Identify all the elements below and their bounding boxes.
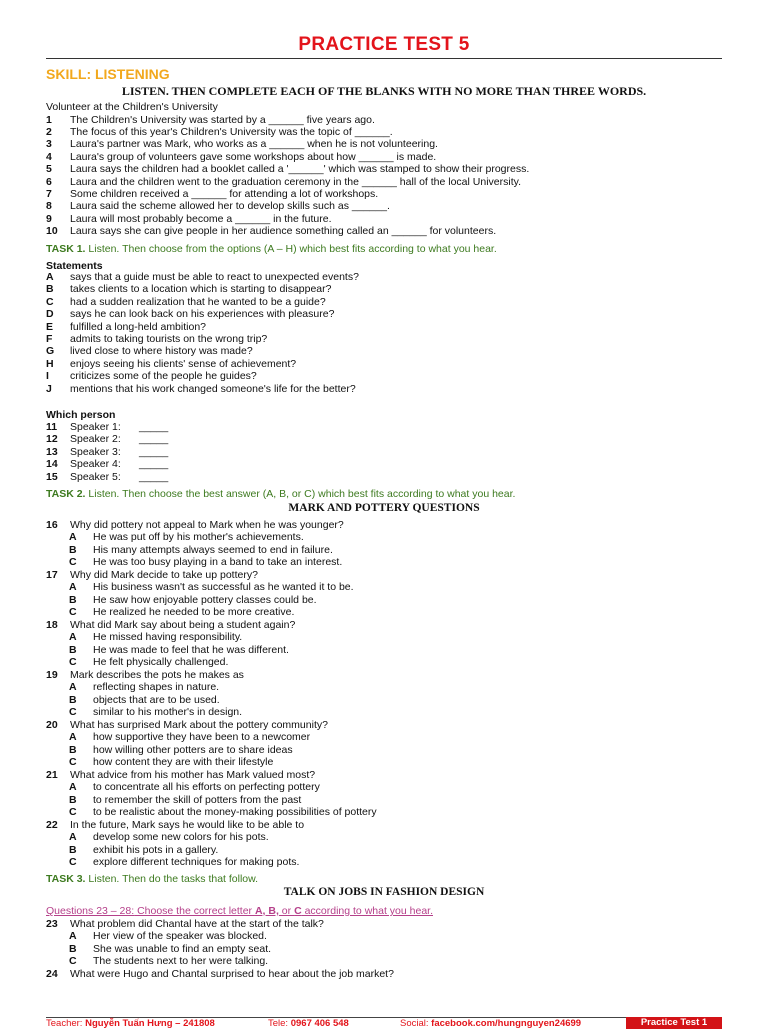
task2-label: TASK 2. bbox=[46, 488, 86, 500]
statement-letter: J bbox=[46, 382, 52, 395]
statement-text: takes clients to a location which is starting to disappear? bbox=[70, 283, 332, 296]
option-text: similar to his mother's in design. bbox=[93, 706, 243, 718]
gap-fill-number: 10 bbox=[46, 225, 58, 238]
question-text: What were Hugo and Chantal surprised to hear about the job market? bbox=[70, 967, 394, 980]
task3-label: TASK 3. bbox=[46, 873, 86, 885]
questions-range-or: or bbox=[278, 905, 295, 917]
question-number: 22 bbox=[46, 818, 58, 831]
speaker-label: Speaker 1: bbox=[70, 421, 121, 433]
gap-fill-number: 3 bbox=[46, 138, 52, 151]
gap-fill-number: 8 bbox=[46, 200, 52, 213]
option-letter[interactable]: C bbox=[69, 955, 77, 967]
gap-fill-number: 7 bbox=[46, 187, 52, 200]
statement-letter: D bbox=[46, 308, 54, 321]
speaker-answer-blank[interactable]: _____ bbox=[139, 433, 169, 446]
option-letter[interactable]: B bbox=[69, 693, 77, 706]
task2-heading: MARK AND POTTERY QUESTIONS bbox=[288, 502, 480, 514]
question-number: 20 bbox=[46, 718, 58, 731]
option-letter[interactable]: A bbox=[69, 531, 77, 543]
option-text: He was put off by his mother's achievements. bbox=[93, 531, 304, 543]
gap-fill-number: 6 bbox=[46, 175, 52, 188]
task2-instruction bbox=[46, 488, 515, 500]
question-number: 16 bbox=[46, 518, 58, 531]
task3-instruction bbox=[46, 873, 258, 885]
questions-range-tail: according to what you hear. bbox=[301, 905, 433, 917]
statement-text: had a sudden realization that he wanted to be a guide? bbox=[70, 295, 326, 308]
speaker-number: 12 bbox=[46, 433, 58, 446]
gap-fill-number: 1 bbox=[46, 113, 52, 126]
speaker-number: 11 bbox=[46, 421, 58, 433]
option-letter[interactable]: C bbox=[69, 606, 77, 618]
option-letter[interactable]: B bbox=[69, 843, 77, 856]
statement-text: enjoys seeing his clients' sense of achievement? bbox=[70, 357, 297, 370]
statement-text: lived close to where history was made? bbox=[70, 345, 253, 358]
option-letter[interactable]: A bbox=[69, 681, 77, 693]
page-title: PRACTICE TEST 5 bbox=[298, 34, 470, 55]
gap-fill-number: 2 bbox=[46, 125, 52, 138]
gap-fill-question: Laura's partner was Mark, who works as a ______ when he is not volunteering. bbox=[70, 138, 438, 151]
question-number: 24 bbox=[46, 967, 58, 980]
option-text: He felt physically challenged. bbox=[93, 656, 229, 668]
option-text: She was unable to find an empty seat. bbox=[93, 942, 272, 955]
section1-subtitle: Volunteer at the Children's University bbox=[46, 101, 218, 113]
option-letter[interactable]: A bbox=[69, 581, 77, 593]
speaker-label: Speaker 3: bbox=[70, 445, 121, 458]
footer-social-link[interactable]: facebook.com/hungnguyen24699 bbox=[431, 1018, 582, 1029]
question-text: Mark describes the pots he makes as bbox=[70, 668, 244, 681]
question-text: What has surprised Mark about the pottery community? bbox=[70, 718, 328, 731]
questions-range-label: Questions 23 – 28: bbox=[46, 905, 135, 917]
task3-text: Listen. Then do the tasks that follow. bbox=[85, 873, 259, 885]
gap-fill-question: Laura said the scheme allowed her to develop skills such as ______. bbox=[70, 200, 390, 213]
statement-letter: H bbox=[46, 357, 54, 370]
footer-social-label: Social: bbox=[400, 1018, 432, 1029]
option-letter[interactable]: A bbox=[69, 631, 77, 643]
questions-range-letters: A, B, bbox=[254, 905, 279, 917]
option-letter[interactable]: B bbox=[69, 793, 77, 806]
speaker-label: Speaker 2: bbox=[70, 433, 121, 446]
gap-fill-question: Some children received a ______ for attending a lot of workshops. bbox=[70, 187, 379, 200]
option-text: to concentrate all his efforts on perfecting pottery bbox=[93, 781, 320, 793]
speaker-label: Speaker 5: bbox=[70, 470, 121, 483]
speaker-answer-blank[interactable]: _____ bbox=[139, 470, 169, 483]
option-letter[interactable]: B bbox=[69, 593, 77, 606]
option-text: He realized he needed to be more creative. bbox=[93, 606, 295, 618]
question-number: 18 bbox=[46, 618, 58, 631]
gap-fill-question: Laura says she can give people in her audience something called an ______ for volunteers. bbox=[70, 225, 497, 238]
question-text: Why did Mark decide to take up pottery? bbox=[70, 568, 258, 581]
option-letter[interactable]: A bbox=[69, 930, 77, 942]
task1-text: Listen. Then choose from the options (A – H) which best fits according to what you hear. bbox=[85, 243, 497, 255]
option-letter[interactable]: C bbox=[69, 756, 77, 768]
task1-label: TASK 1. bbox=[46, 243, 86, 255]
option-text: He was made to feel that he was different. bbox=[93, 643, 289, 656]
question-text: Why did pottery not appeal to Mark when he was younger? bbox=[70, 518, 344, 531]
option-letter[interactable]: C bbox=[69, 706, 77, 718]
option-text: He saw how enjoyable pottery classes could be. bbox=[93, 593, 317, 606]
option-text: reflecting shapes in nature. bbox=[93, 681, 220, 693]
gap-fill-question: The Children's University was started by a ______ five years ago. bbox=[70, 113, 375, 126]
which-person-label: Which person bbox=[46, 409, 116, 421]
speaker-number: 15 bbox=[46, 470, 58, 483]
gap-fill-question: Laura says the children had a booklet called a '______' which was stamped to show their progress. bbox=[70, 163, 530, 176]
option-text: His business wasn't as successful as he wanted it to be. bbox=[93, 581, 354, 593]
option-text: how content they are with their lifestyle bbox=[93, 756, 274, 768]
statement-text: mentions that his work changed someone's life for the better? bbox=[70, 382, 356, 395]
gap-fill-number: 5 bbox=[46, 163, 52, 176]
section1-heading: LISTEN. THEN COMPLETE EACH OF THE BLANKS WITH NO MORE THAN THREE WORDS. bbox=[121, 84, 647, 98]
statements-label: Statements bbox=[46, 260, 103, 272]
question-number: 17 bbox=[46, 568, 58, 581]
option-text: to remember the skill of potters from the past bbox=[93, 793, 302, 806]
footer-teacher-name: Nguyễn Tuấn Hưng – 241808 bbox=[85, 1018, 215, 1029]
option-letter[interactable]: B bbox=[69, 942, 77, 955]
question-text: In the future, Mark says he would like to be able to bbox=[70, 818, 305, 831]
gap-fill-question: Laura's group of volunteers gave some workshops about how ______ is made. bbox=[70, 150, 437, 163]
footer-badge: Practice Test 1 bbox=[626, 1017, 722, 1029]
option-letter[interactable]: A bbox=[69, 781, 77, 793]
statement-text: fulfilled a long-held ambition? bbox=[70, 320, 207, 333]
option-text: The students next to her were talking. bbox=[93, 955, 269, 967]
question-text: What advice from his mother has Mark valued most? bbox=[70, 768, 316, 781]
option-text: how willing other potters are to share ideas bbox=[93, 743, 293, 756]
option-text: He missed having responsibility. bbox=[93, 631, 243, 643]
option-text: to be realistic about the money-making possibilities of pottery bbox=[93, 806, 377, 818]
task3-heading: TALK ON JOBS IN FASHION DESIGN bbox=[283, 886, 485, 898]
statement-letter: A bbox=[46, 271, 54, 283]
statement-letter: G bbox=[46, 345, 55, 358]
speaker-answer-blank[interactable]: _____ bbox=[139, 445, 169, 458]
option-text: objects that are to be used. bbox=[93, 693, 220, 706]
option-text: explore different techniques for making pots. bbox=[93, 856, 300, 868]
option-text: Her view of the speaker was blocked. bbox=[93, 930, 267, 942]
statement-text: says that a guide must be able to react to unexpected events? bbox=[70, 271, 359, 283]
option-letter[interactable]: A bbox=[69, 831, 77, 843]
statement-letter: B bbox=[46, 283, 54, 296]
question-text: What did Mark say about being a student again? bbox=[70, 618, 296, 631]
option-letter[interactable]: A bbox=[69, 731, 77, 743]
gap-fill-number: 9 bbox=[46, 212, 52, 225]
speaker-number: 13 bbox=[46, 445, 58, 458]
gap-fill-question: Laura will most probably become a ______ in the future. bbox=[70, 212, 332, 225]
option-text: how supportive they have been to a newcomer bbox=[93, 731, 311, 743]
gap-fill-question: Laura and the children went to the graduation ceremony in the ______ hall of the local University. bbox=[70, 175, 522, 188]
footer-phone-label: Tele: bbox=[268, 1018, 291, 1029]
task1-instruction bbox=[46, 243, 497, 255]
speaker-answer-blank[interactable]: _____ bbox=[139, 458, 169, 471]
footer-teacher-label: Teacher: bbox=[46, 1018, 86, 1029]
questions-range-instruction bbox=[46, 905, 433, 917]
option-letter[interactable]: B bbox=[69, 543, 77, 556]
statement-letter: F bbox=[46, 333, 53, 345]
option-letter[interactable]: B bbox=[69, 643, 77, 656]
option-letter[interactable]: C bbox=[69, 856, 77, 868]
statement-text: admits to taking tourists on the wrong trip? bbox=[70, 333, 268, 345]
option-letter[interactable]: C bbox=[69, 656, 77, 668]
question-number: 21 bbox=[46, 768, 58, 781]
option-letter[interactable]: C bbox=[69, 556, 77, 568]
statement-text: criticizes some of the people he guides? bbox=[70, 370, 257, 383]
option-text: His many attempts always seemed to end in failure. bbox=[93, 543, 333, 556]
questions-range-c: C bbox=[294, 905, 302, 917]
skill-heading: SKILL: LISTENING bbox=[46, 66, 170, 82]
footer-phone-number: 0967 406 548 bbox=[290, 1018, 349, 1029]
gap-fill-number: 4 bbox=[46, 150, 52, 163]
option-text: He was too busy playing in a band to take an interest. bbox=[93, 556, 343, 568]
speaker-label: Speaker 4: bbox=[70, 458, 121, 471]
question-text: What problem did Chantal have at the start of the talk? bbox=[70, 917, 324, 930]
speaker-number: 14 bbox=[46, 458, 58, 471]
statement-letter: I bbox=[46, 370, 49, 383]
option-text: exhibit his pots in a gallery. bbox=[93, 843, 219, 856]
question-number: 19 bbox=[46, 668, 58, 681]
statement-letter: C bbox=[46, 295, 54, 308]
questions-range-text: Choose the correct letter bbox=[134, 905, 255, 917]
gap-fill-question: The focus of this year's Children's University was the topic of ______. bbox=[70, 125, 393, 138]
title-divider bbox=[46, 58, 722, 59]
statement-text: says he can look back on his experiences with pleasure? bbox=[70, 308, 335, 321]
speaker-answer-blank[interactable]: _____ bbox=[139, 421, 169, 433]
option-letter[interactable]: C bbox=[69, 806, 77, 818]
task2-text: Listen. Then choose the best answer (A, B, or C) which best fits according to what you hear. bbox=[85, 488, 516, 500]
option-letter[interactable]: B bbox=[69, 743, 77, 756]
question-number: 23 bbox=[46, 917, 58, 930]
option-text: develop some new colors for his pots. bbox=[93, 831, 269, 843]
statement-letter: E bbox=[46, 320, 54, 333]
